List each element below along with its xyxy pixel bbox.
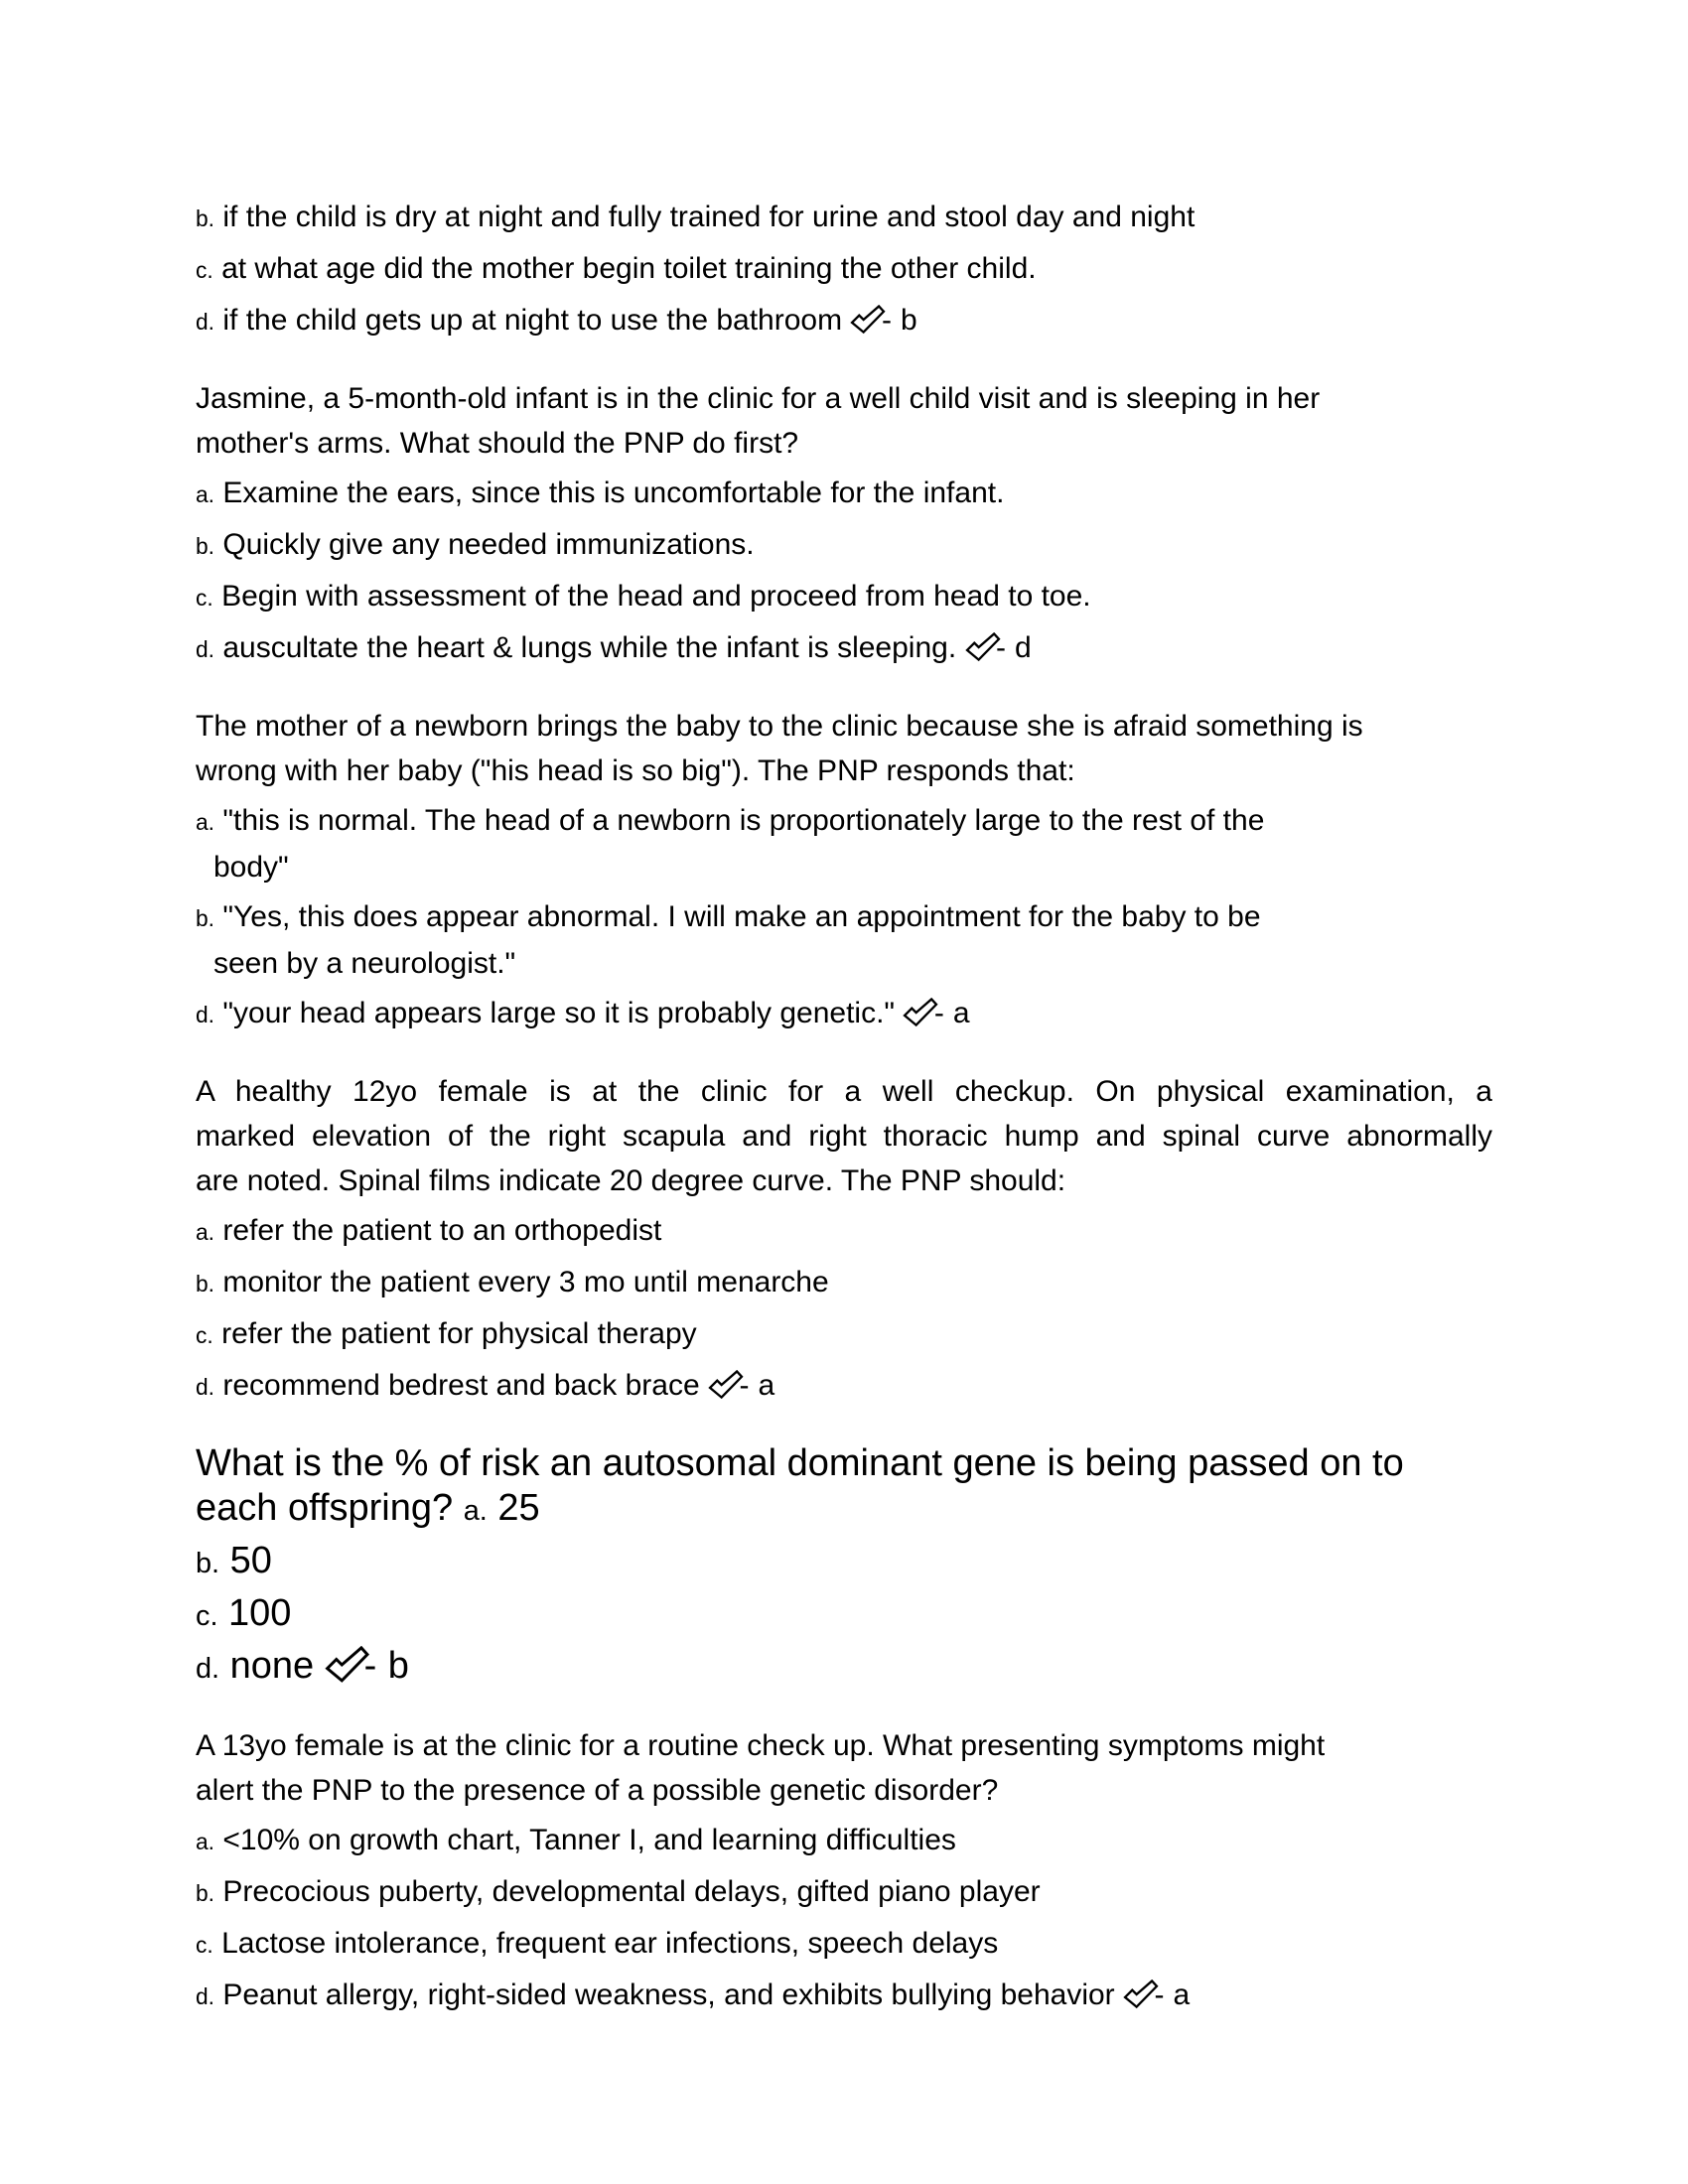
option-text: <10% on growth chart, Tanner I, and learning difficulties [222,1824,956,1856]
option-text: Peanut allergy, right-sided weakness, and exhibits bullying behavior [222,1979,1115,2011]
option-text: refer the patient for physical therapy [221,1317,697,1350]
answer-dash: - [363,1645,377,1687]
answer-option [196,471,1492,517]
answer-option [196,1921,1492,1968]
answer-option [196,1208,1492,1255]
correct-answer-marker [1123,1979,1190,2011]
option-letter: c. [196,257,213,283]
check-icon [903,998,938,1027]
option-letter: c. [196,585,213,611]
answer-option [196,522,1492,569]
option-text: at what age did the mother begin toilet training the other child. [221,252,1037,285]
answer-dash: - [933,997,944,1029]
answer-letter: a [952,997,970,1029]
option-text: Precocious puberty, developmental delays, gifted piano player [222,1875,1041,1908]
answer-option [196,894,1492,986]
answer-option [196,1591,1492,1639]
answer-letter: d [1015,631,1032,664]
question-text [196,704,1492,793]
question-text [196,376,1492,466]
option-text: if the child is dry at night and fully trained for urine and stool day and night [222,201,1196,233]
option-text: Lactose intolerance, frequent ear infections, speech delays [221,1927,999,1960]
answer-option [196,1363,1492,1410]
question-text [196,1069,1492,1203]
option-letter: c. [196,1322,213,1348]
answer-dash: - [996,631,1006,664]
option-text: if the child gets up at night to use the bathroom [222,304,843,337]
answer-dash: - [1154,1979,1165,2011]
answer-dash: - [881,304,892,337]
check-icon [1123,1979,1159,2009]
option-letter: c. [196,1600,218,1632]
answer-option [196,1818,1492,1864]
option-text: 100 [228,1592,292,1634]
question-block [196,704,1492,1037]
question-line: What is the % of risk an autosomal dominant gene is being passed on to [196,1442,1404,1484]
option-letter: b. [196,1880,215,1906]
option-text: Examine the ears, since this is uncomfortable for the infant. [222,477,1005,509]
question-line: mother's arms. What should the PNP do first? [196,427,799,460]
answer-option [196,991,1492,1037]
option-text: Begin with assessment of the head and proceed from head to toe. [221,580,1091,613]
answer-option [196,195,1492,241]
option-letter: d. [196,1653,220,1685]
question-block [196,1723,1492,2019]
option-text: Quickly give any needed immunizations. [222,528,755,561]
answer-option [196,1869,1492,1916]
option-letter: b. [196,205,215,231]
question-line: Jasmine, a 5-month-old infant is in the clinic for a well child visit and is sleeping in her [196,382,1321,415]
correct-answer-marker [325,1645,409,1687]
answer-letter: a [758,1369,775,1402]
question-line: are noted. Spinal films indicate 20 degree curve. The PNP should: [196,1164,1066,1197]
answer-option [196,246,1492,293]
question-block [196,1069,1492,1410]
option-letter: d. [196,1983,215,2009]
question-line: A 13yo female is at the clinic for a routine check up. What presenting symptoms might [196,1729,1326,1762]
question-block [196,376,1492,672]
option-text: "this is normal. The head of a newborn is proportionately large to the rest of the body" [213,804,1265,884]
question-block [196,195,1492,344]
option-letter: b. [196,1548,220,1579]
answer-option [196,1973,1492,2019]
correct-answer-marker [965,631,1032,664]
answer-letter: a [1173,1979,1191,2011]
option-letter: b. [196,905,215,931]
option-text: "your head appears large so it is probably genetic." [222,997,896,1029]
option-letter: d. [196,309,215,335]
answer-letter: b [387,1645,409,1687]
option-letter: b. [196,1271,215,1297]
correct-answer-marker [708,1369,774,1402]
option-letter: b. [196,533,215,559]
option-letter: a. [463,1495,488,1527]
answer-dash: - [739,1369,750,1402]
question-line: each offspring? a. 25 [196,1487,540,1529]
option-letter: d. [196,1002,215,1027]
answer-option [196,1260,1492,1306]
question-line: wrong with her baby ("his head is so big"). The PNP responds that: [196,754,1075,787]
answer-option [196,1311,1492,1358]
option-letter: a. [196,809,215,835]
option-text: monitor the patient every 3 mo until menarche [222,1266,829,1298]
option-letter: a. [196,1829,215,1854]
option-letter: d. [196,1374,215,1400]
question-text [196,1723,1492,1813]
correct-answer-marker [850,304,916,337]
answer-letter: b [900,304,917,337]
option-letter: a. [196,481,215,507]
answer-option [196,574,1492,620]
option-text: refer the patient to an orthopedist [222,1214,662,1247]
option-letter: d. [196,636,215,662]
answer-option [196,298,1492,344]
option-letter: c. [196,1932,213,1958]
answer-option [196,798,1492,889]
question-line: alert the PNP to the presence of a possible genetic disorder? [196,1774,999,1807]
question-block [196,1441,1492,1692]
answer-option [196,625,1492,672]
document-content [196,195,1492,2019]
answer-option [196,1539,1492,1586]
check-icon [325,1646,370,1684]
option-letter: a. [196,1219,215,1245]
question-line: The mother of a newborn brings the baby to the clinic because she is afraid something is [196,710,1363,743]
question-line: marked elevation of the right scapula and right thoracic hump and spinal curve abnormally [196,1120,1492,1153]
option-text: auscultate the heart & lungs while the infant is sleeping. [222,631,957,664]
option-text: "Yes, this does appear abnormal. I will make an appointment for the baby to be seen by a neurologist." [213,900,1261,980]
question-line: A healthy 12yo female is at the clinic for a well checkup. On physical examination, a [196,1075,1492,1108]
option-text: 50 [229,1540,272,1581]
question-text [196,1441,1492,1534]
correct-answer-marker [903,997,969,1029]
answer-option [196,1644,1492,1692]
option-text: none [229,1645,315,1687]
option-text: recommend bedrest and back brace [222,1369,700,1402]
